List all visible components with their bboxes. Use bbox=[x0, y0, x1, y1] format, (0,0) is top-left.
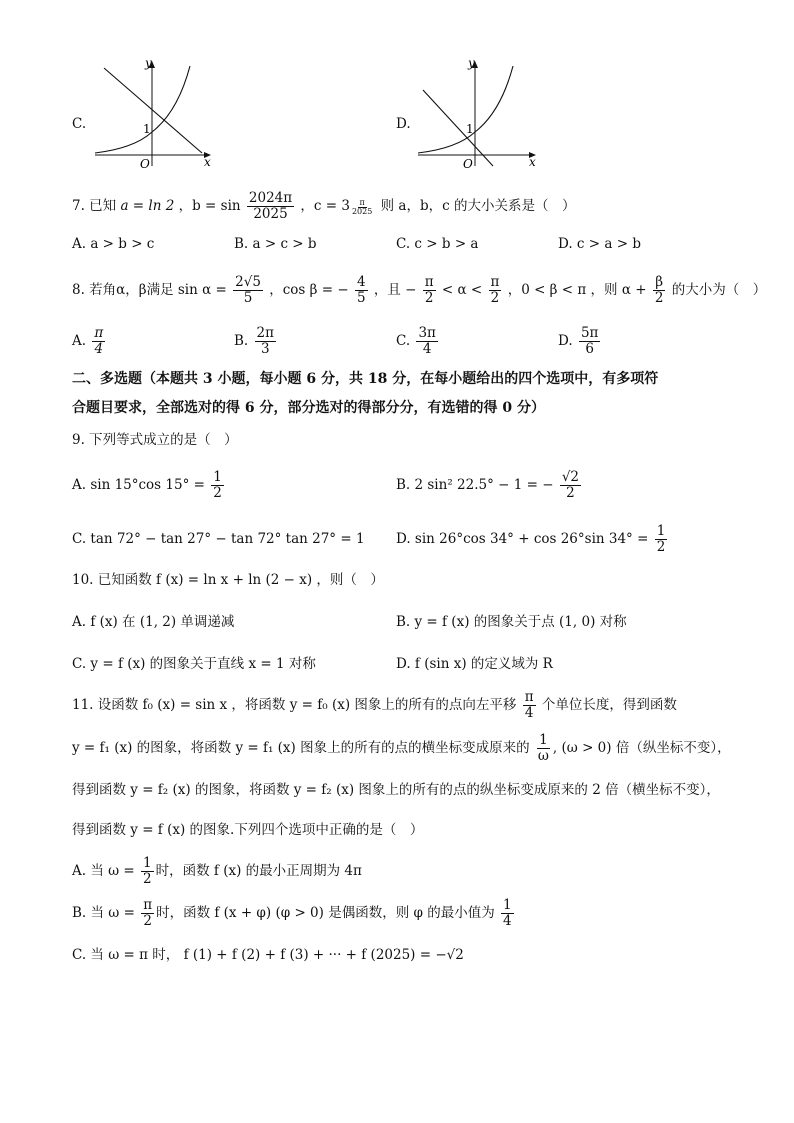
q9-option-a: A. sin 15°cos 15° = $\frac{1}{2}$ bbox=[72, 469, 222, 501]
one-label: 1 bbox=[143, 122, 151, 136]
q6-option-d-label: D. bbox=[396, 116, 411, 132]
q6-graph-c bbox=[90, 58, 220, 170]
q11-line2: y = f₁ (x) 的图象，将函数 y = f₁ (x) 图象上的所有的点的横坐标变成原来的 $\frac{1}{\omega}$ , (ω > 0) 倍（纵坐标不变）， bbox=[72, 732, 731, 764]
q7-stem bbox=[72, 188, 575, 224]
line bbox=[104, 68, 202, 153]
origin-label: O bbox=[140, 157, 150, 170]
q7-stem-suffix: 则 a，b，c 的大小关系是（ ） bbox=[380, 198, 576, 214]
q8-option-d: D. $\frac{5\pi}{6}$ bbox=[558, 325, 599, 357]
q8-option-c: C. $\frac{3\pi}{4}$ bbox=[396, 325, 436, 357]
q10-option-a: A. f (x) 在 (1, 2) 单调递减 bbox=[72, 614, 235, 630]
x-label: x bbox=[204, 155, 211, 169]
q9-option-b: B. 2 sin² 22.5° − 1 = − $\frac{√2}{2}$ bbox=[396, 469, 580, 501]
q8-cos-prefix: ，cos β = − bbox=[269, 282, 349, 298]
q9-option-c: C. tan 72° − tan 27° − tan 72° tan 27° = 1 bbox=[72, 531, 365, 547]
q9-stem: 9. 下列等式成立的是（ ） bbox=[72, 432, 238, 448]
q8-cond1-prefix: ，且 − bbox=[373, 282, 417, 298]
one-label: 1 bbox=[466, 122, 474, 136]
q8-cond2: ，0 < β < π ，则 α + bbox=[507, 282, 647, 298]
q7-a-def: a = ln 2 bbox=[120, 198, 175, 214]
q7-stem-prefix: 7. 已知 bbox=[72, 198, 117, 214]
exp-curve bbox=[95, 66, 190, 153]
q11-line1: 11. 设函数 f₀ (x) = sin x ，将函数 y = f₀ (x) 图象上的所有的点向左平移 $\frac{\pi}{4}$ 个单位长度，得到函数 bbox=[72, 689, 677, 721]
x-label: x bbox=[529, 155, 536, 169]
q11-line3: 得到函数 y = f₂ (x) 的图象，将函数 y = f₂ (x) 图象上的所有的点的纵坐标变成原来的 2 倍（横坐标不变）， bbox=[72, 782, 720, 798]
q11-option-a: A. 当 ω = $\frac{1}{2}$ 时，函数 f (x) 的最小正周期为 4π bbox=[72, 855, 362, 887]
q8-cond1-mid: < α < bbox=[441, 282, 483, 298]
q8-sin-fraction: $\frac{2√5}{5}$ bbox=[235, 274, 261, 306]
origin-label: O bbox=[463, 157, 473, 170]
q10-option-c: C. y = f (x) 的图象关于直线 x = 1 对称 bbox=[72, 656, 316, 672]
section2-heading-line1: 二、多选题（本题共 3 小题，每小题 6 分，共 18 分，在每小题给出的四个选项中，有多项符 bbox=[72, 371, 659, 387]
q7-option-b: B. a > c > b bbox=[234, 236, 317, 252]
q7-option-d: D. c > a > b bbox=[558, 236, 641, 252]
q8-cos-fraction: $\frac{4}{5}$ bbox=[356, 274, 366, 306]
y-label: y bbox=[468, 58, 475, 70]
q6-graph-d bbox=[413, 58, 543, 170]
q7-option-a: A. a > b > c bbox=[72, 236, 155, 252]
q8-option-a: A. $\frac{\pi}{4}$ bbox=[72, 325, 104, 357]
y-label: y bbox=[145, 58, 152, 70]
q8-pi-half-left: $\frac{\pi}{2}$ bbox=[424, 274, 434, 306]
q8-pi-half-right: $\frac{\pi}{2}$ bbox=[490, 274, 500, 306]
q7-c-prefix: ，c = 3 bbox=[300, 198, 350, 214]
q7-b-prefix: ，b = sin bbox=[178, 198, 241, 214]
q8-beta-half: $\frac{\beta}{2}$ bbox=[654, 274, 664, 306]
q8-option-b: B. $\frac{2\pi}{3}$ bbox=[234, 325, 274, 357]
q11-option-b: B. 当 ω = $\frac{\pi}{2}$ 时，函数 f (x + φ) (φ > 0) 是偶函数，则 φ 的最小值为 $\frac{1}{4}$ bbox=[72, 897, 512, 929]
q11-option-c: C. 当 ω = π 时， f (1) + f (2) + f (3) + ··· + f (2025) = −√2 bbox=[72, 947, 464, 963]
q8-stem bbox=[72, 271, 766, 309]
q10-option-b: B. y = f (x) 的图象关于点 (1, 0) 对称 bbox=[396, 614, 627, 630]
q7-c-exponent: $\frac{\pi}{2025}$ bbox=[351, 197, 373, 216]
exp-curve bbox=[418, 66, 513, 153]
q10-option-d: D. f (sin x) 的定义域为 R bbox=[396, 656, 553, 672]
q11-line4: 得到函数 y = f (x) 的图象.下列四个选项中正确的是（ ） bbox=[72, 822, 424, 838]
q8-stem-prefix: 8. 若角α，β满足 sin α = bbox=[72, 282, 227, 298]
q10-stem: 10. 已知函数 f (x) = ln x + ln (2 − x) ，则（ ） bbox=[72, 572, 384, 588]
q8-stem-suffix: 的大小为（ ） bbox=[671, 282, 767, 298]
q9-option-d: D. sin 26°cos 34° + cos 26°sin 34° = $\frac{1}{2}$ bbox=[396, 523, 666, 555]
q7-option-c: C. c > b > a bbox=[396, 236, 479, 252]
q7-b-fraction: $\frac{2024\pi}{2025}$ bbox=[248, 190, 293, 222]
section2-heading-line2: 合题目要求，全部选对的得 6 分，部分选对的得部分分，有选错的得 0 分） bbox=[72, 400, 545, 416]
q6-option-c-label: C. bbox=[72, 116, 87, 132]
